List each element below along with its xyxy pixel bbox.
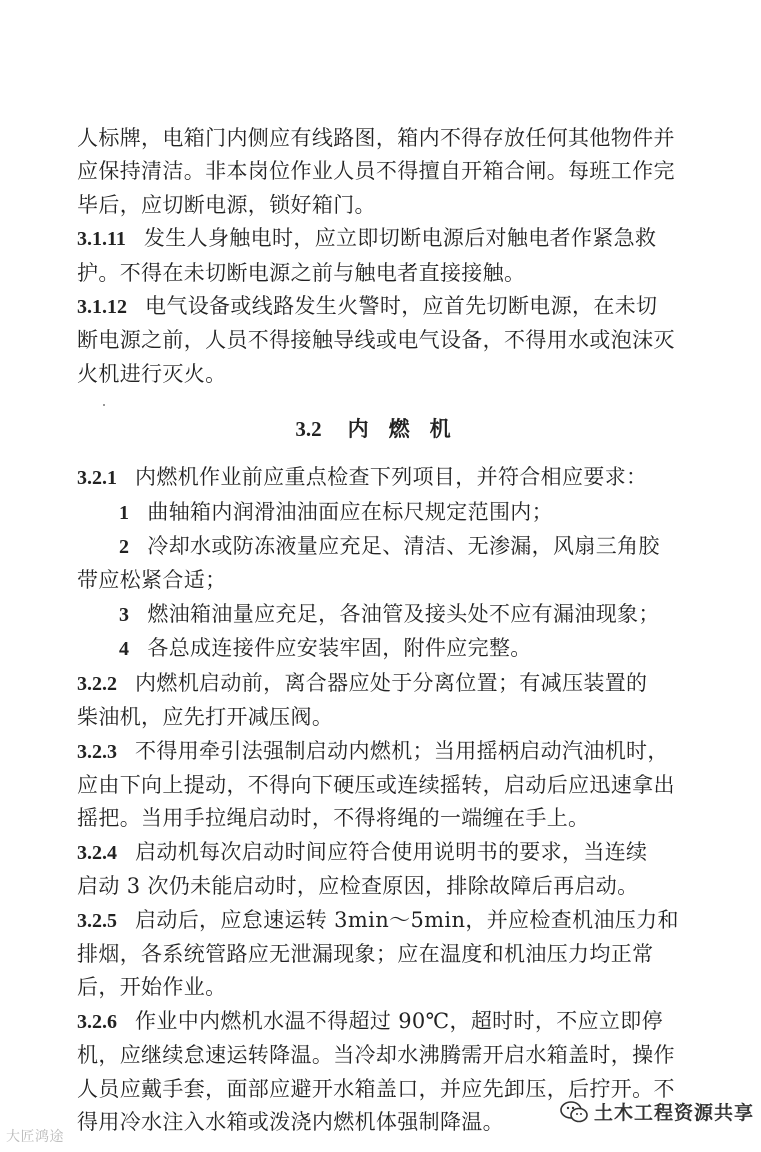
clause-text: 电气设备或线路发生火警时，应首先切断电源，在未切 <box>145 294 658 319</box>
item-text: 冷却水或防冻液量应充足、清洁、无渗漏，风扇三角胶 <box>147 534 660 559</box>
clause-3-1-11 <box>77 222 689 256</box>
text-line: 应保持清洁。非本岗位作业人员不得擅自开箱合闸。每班工作完 <box>77 159 675 184</box>
clause-3-2-1 <box>77 461 689 495</box>
clause-number: 3.2.2 <box>77 672 117 695</box>
text-line: 机，应继续怠速运转降温。当冷却水沸腾需开启水箱盖时，操作 <box>77 1043 675 1068</box>
clause-3-2-4 <box>77 836 689 870</box>
watermark-left <box>6 1126 64 1146</box>
text-line: 得用冷水注入水箱或泼浇内燃机体强制降温。 <box>77 1109 504 1134</box>
wechat-icon <box>560 1101 588 1123</box>
text-line: 护。不得在未切断电源之前与触电者直接接触。 <box>77 260 526 285</box>
clause-number: 3.2.4 <box>77 841 117 864</box>
item-text: 各总成连接件应安装牢固，附件应完整。 <box>147 636 532 661</box>
clause-text: 发生人身触电时，应立即切断电源后对触电者作紧急救 <box>143 226 657 251</box>
clause-3-2-3 <box>77 735 689 769</box>
watermark-right-text: 土木工程资源共享 <box>594 1102 755 1124</box>
watermark-right <box>560 1098 754 1125</box>
section-name: 内燃机 <box>347 416 471 442</box>
section-number: 3.2 <box>295 417 322 442</box>
item-number: 4 <box>119 638 130 661</box>
clause-3-2-2 <box>77 667 689 701</box>
text-line: 摇把。当用手拉绳启动时，不得将绳的一端缠在手上。 <box>77 806 590 831</box>
text-line: 火机进行灭火。 <box>77 361 227 386</box>
item-text: 曲轴箱内润滑油油面应在标尺规定范围内； <box>147 499 554 524</box>
clause-text: 作业中内燃机水温不得超过 90℃，超时时，不应立即停 <box>135 1008 663 1033</box>
clause-text: 内燃机作业前应重点检查下列项目，并符合相应要求： <box>135 465 648 490</box>
list-item <box>77 598 689 632</box>
clause-3-2-6 <box>77 1005 689 1039</box>
clause-number: 3.2.1 <box>77 467 117 490</box>
list-item <box>77 496 689 530</box>
clause-text: 启动后，应怠速运转 3min～5min，并应检查机油压力和 <box>135 907 679 932</box>
clause-3-1-12 <box>77 290 689 324</box>
clause-text: 启动机每次启动时间应符合使用说明书的要求，当连续 <box>135 839 648 864</box>
text-line: 应由下向上提动，不得向下硬压或连续摇转，启动后应迅速拿出 <box>77 772 675 797</box>
section-heading <box>77 407 689 451</box>
clause-number: 3.2.6 <box>77 1010 117 1033</box>
clause-3-2-5 <box>77 904 689 938</box>
text-line: 后，开始作业。 <box>77 975 227 1000</box>
document-page <box>77 122 689 1139</box>
text-line: 人员应戴手套，面部应避开水箱盖口，并应先卸压，后拧开。不 <box>77 1076 675 1101</box>
text-line: 人标牌，电箱门内侧应有线路图，箱内不得存放任何其他物件并 <box>77 126 675 150</box>
item-number: 3 <box>119 603 130 626</box>
list-item <box>77 632 689 666</box>
text-line: 断电源之前，人员不得接触导线或电气设备，不得用水或泡沫灭 <box>77 328 675 353</box>
item-text: 燃油箱油量应充足，各油管及接头处不应有漏油现象； <box>147 601 660 626</box>
watermark-left-text: 大匠鸿途 <box>6 1129 64 1145</box>
text-line: 柴油机，应先打开减压阀。 <box>77 705 334 730</box>
text-line: 带应松紧合适； <box>77 568 227 593</box>
item-number: 1 <box>119 501 130 524</box>
text-line: 毕后，应切断电源，锁好箱门。 <box>77 192 376 217</box>
text-line: 启动 3 次仍未能启动时，应检查原因，排除故障后再启动。 <box>77 874 639 899</box>
clause-number: 3.1.12 <box>77 296 127 319</box>
item-number: 2 <box>119 536 130 559</box>
text-line: 排烟，各系统管路应无泄漏现象；应在温度和机油压力均正常 <box>77 941 654 966</box>
clause-number: 3.1.11 <box>77 228 126 251</box>
clause-number: 3.2.3 <box>77 740 117 763</box>
clause-number: 3.2.5 <box>77 909 117 932</box>
list-item <box>77 530 689 564</box>
clause-text: 不得用牵引法强制启动内燃机；当用摇柄启动汽油机时， <box>135 738 669 763</box>
scan-speck <box>103 404 105 406</box>
clause-text: 内燃机启动前，离合器应处于分离位置；有减压装置的 <box>135 670 648 695</box>
